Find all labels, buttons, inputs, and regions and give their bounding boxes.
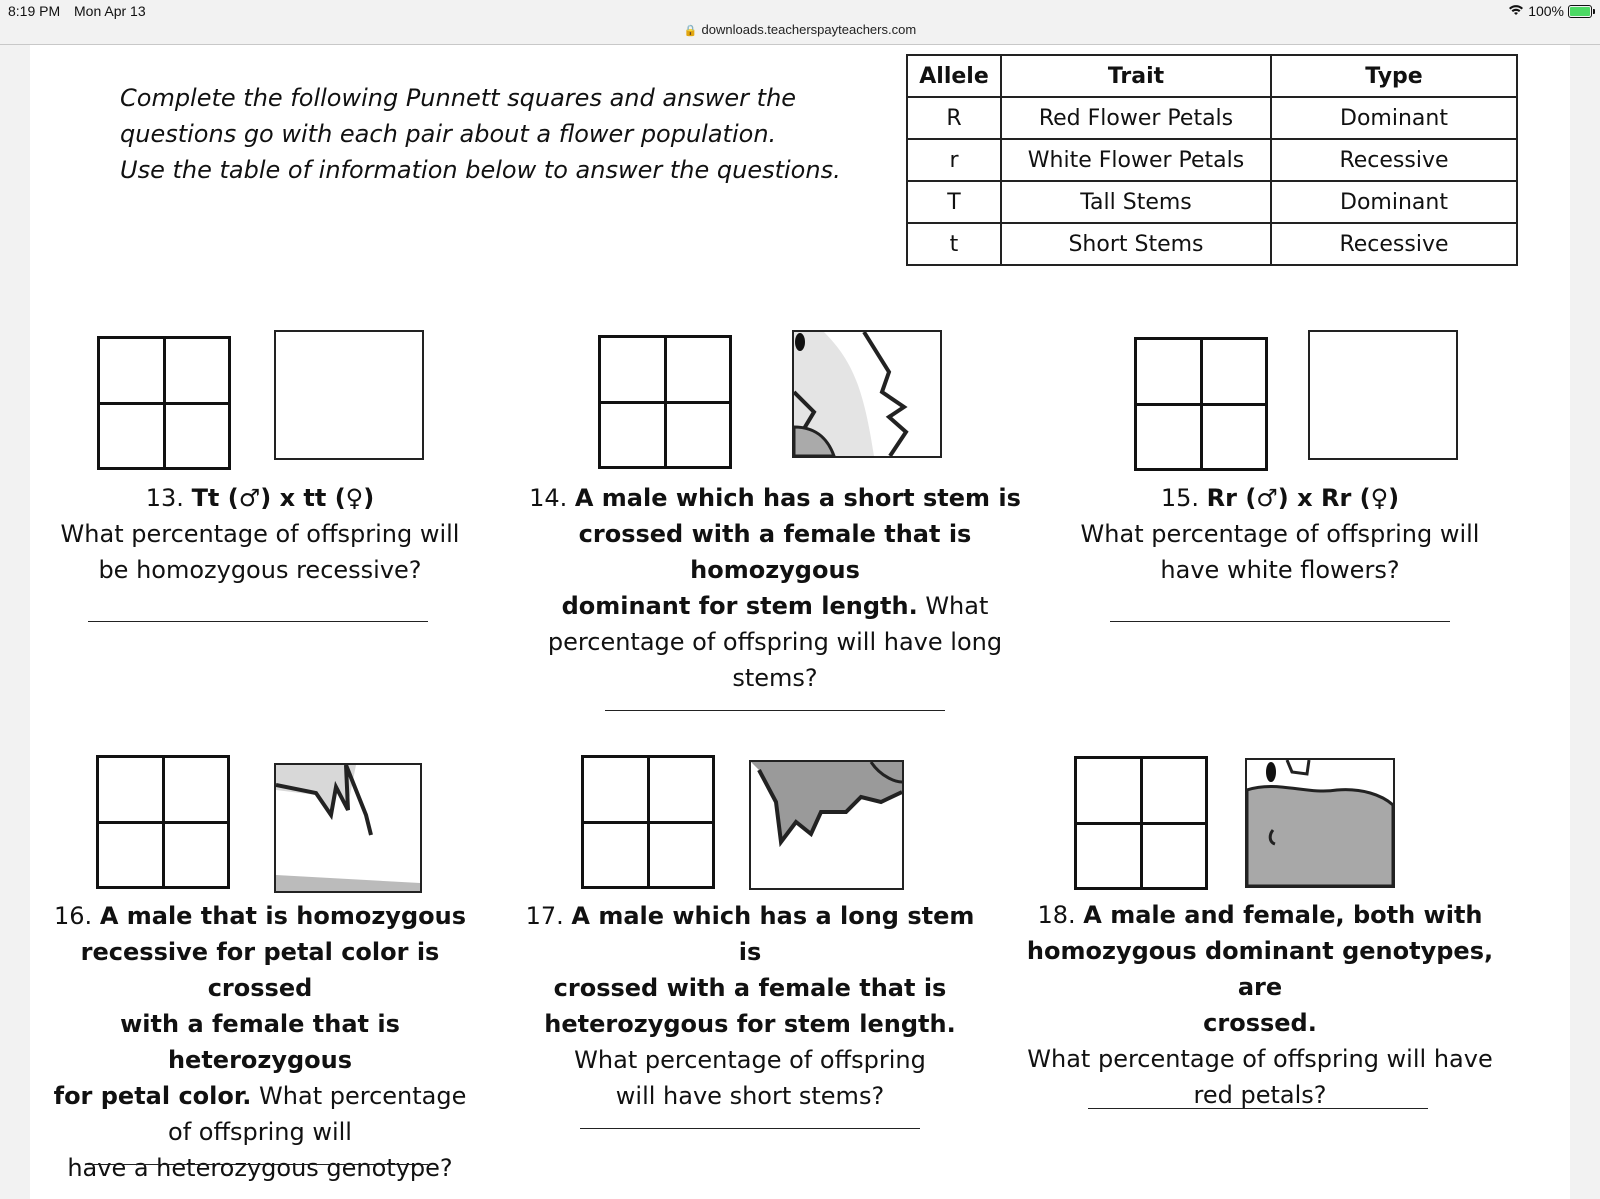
flower-clipart-image — [274, 763, 422, 893]
question-number: 15. — [1160, 484, 1207, 512]
question-18 — [1020, 897, 1500, 1113]
address-bar[interactable] — [0, 22, 1600, 44]
question-17 — [520, 898, 980, 1114]
question-bold: heterozygous for stem length. — [544, 1010, 956, 1038]
answer-blank-13[interactable] — [88, 620, 428, 622]
question-bold: with a female that is heterozygous — [120, 1010, 400, 1074]
question-bold: A male which has a long stem is — [571, 902, 975, 966]
question-text: What percentage of offspring will — [60, 520, 460, 548]
flower-clipart-image — [749, 760, 904, 890]
punnett-square-15 — [1134, 337, 1268, 471]
answer-blank-16[interactable] — [88, 1163, 428, 1165]
question-15 — [1070, 480, 1490, 588]
header-allele: Allele — [907, 55, 1001, 97]
header-type: Type — [1271, 55, 1517, 97]
table-cell: Dominant — [1271, 97, 1517, 139]
question-number: 14. — [529, 484, 575, 512]
wifi-icon — [1508, 3, 1524, 19]
table-cell: T — [907, 181, 1001, 223]
url-text: downloads.teacherspayteachers.com — [701, 22, 917, 37]
question-cross: Tt (♂) x tt (♀) — [191, 484, 375, 512]
question-bold: dominant for stem length. — [561, 592, 918, 620]
worksheet-page — [30, 45, 1570, 1199]
table-cell: R — [907, 97, 1001, 139]
answer-blank-14[interactable] — [605, 709, 945, 711]
table-cell: Red Flower Petals — [1001, 97, 1271, 139]
punnett-square-16 — [96, 755, 230, 889]
status-bar — [0, 0, 1600, 24]
question-text: have white flowers? — [1160, 556, 1400, 584]
battery-icon — [1568, 5, 1592, 18]
table-header-row — [907, 55, 1517, 97]
status-date: Mon Apr 13 — [74, 3, 146, 19]
battery-percent: 100% — [1528, 3, 1564, 19]
question-bold: homozygous dominant genotypes, are — [1026, 937, 1494, 1001]
answer-blank-18[interactable] — [1088, 1107, 1428, 1109]
question-text: What percentage — [251, 1082, 467, 1110]
flower-clipart-image — [1245, 758, 1395, 888]
question-number: 18. — [1037, 901, 1084, 929]
question-number: 16. — [54, 902, 100, 930]
flower-clipart-image — [792, 330, 942, 458]
table-cell: Tall Stems — [1001, 181, 1271, 223]
instructions-line-2: questions go with each pair about a flower population. — [120, 120, 777, 148]
question-14 — [510, 480, 1040, 696]
question-bold: crossed with a female that is homozygous — [578, 520, 972, 584]
table-cell: White Flower Petals — [1001, 139, 1271, 181]
table-cell: r — [907, 139, 1001, 181]
question-text: red petals? — [1193, 1081, 1327, 1109]
question-cross: Rr (♂) x Rr (♀) — [1206, 484, 1400, 512]
question-bold: A male which has a short stem is — [574, 484, 1021, 512]
question-13 — [50, 480, 470, 588]
question-text: What percentage of offspring will have — [1027, 1045, 1493, 1073]
question-bold: for petal color. — [53, 1082, 252, 1110]
table-row — [907, 181, 1517, 223]
punnett-square-13 — [97, 336, 231, 470]
answer-blank-15[interactable] — [1110, 620, 1450, 622]
question-text: What percentage of offspring — [574, 1046, 926, 1074]
image-box-15 — [1308, 330, 1458, 460]
table-cell: Recessive — [1271, 139, 1517, 181]
status-right — [1508, 3, 1592, 19]
instructions — [120, 80, 841, 188]
question-text: of offspring will — [168, 1118, 352, 1146]
status-time: 8:19 PM — [8, 3, 61, 19]
question-text: be homozygous recessive? — [98, 556, 422, 584]
question-text: percentage of offspring will have long — [547, 628, 1003, 656]
punnett-square-18 — [1074, 756, 1208, 890]
instructions-line-1: Complete the following Punnett squares and answer the — [120, 84, 797, 112]
table-cell: Recessive — [1271, 223, 1517, 265]
question-text: will have short stems? — [615, 1082, 885, 1110]
question-text: stems? — [732, 664, 818, 692]
question-bold: crossed. — [1203, 1009, 1317, 1037]
lock-icon: 🔒 — [683, 25, 698, 37]
header-trait: Trait — [1001, 55, 1271, 97]
table-cell: Short Stems — [1001, 223, 1271, 265]
answer-blank-17[interactable] — [580, 1127, 920, 1129]
table-cell: Dominant — [1271, 181, 1517, 223]
question-16 — [30, 898, 490, 1186]
instructions-line-3: Use the table of information below to answer the questions. — [120, 156, 841, 184]
table-row — [907, 223, 1517, 265]
punnett-square-17 — [581, 755, 715, 889]
question-number: 17. — [525, 902, 572, 930]
question-text: What percentage of offspring will — [1080, 520, 1480, 548]
allele-table — [906, 54, 1518, 266]
question-bold: recessive for petal color is crossed — [80, 938, 440, 1002]
punnett-square-14 — [598, 335, 732, 469]
question-text: have a heterozygous genotype? — [67, 1154, 453, 1182]
question-bold: crossed with a female that is — [553, 974, 947, 1002]
table-cell: t — [907, 223, 1001, 265]
question-bold: A male that is homozygous — [99, 902, 466, 930]
question-bold: A male and female, both with — [1083, 901, 1483, 929]
image-box-13 — [274, 330, 424, 460]
question-text: What — [917, 592, 989, 620]
table-row — [907, 139, 1517, 181]
question-number: 13. — [145, 484, 192, 512]
table-row — [907, 97, 1517, 139]
